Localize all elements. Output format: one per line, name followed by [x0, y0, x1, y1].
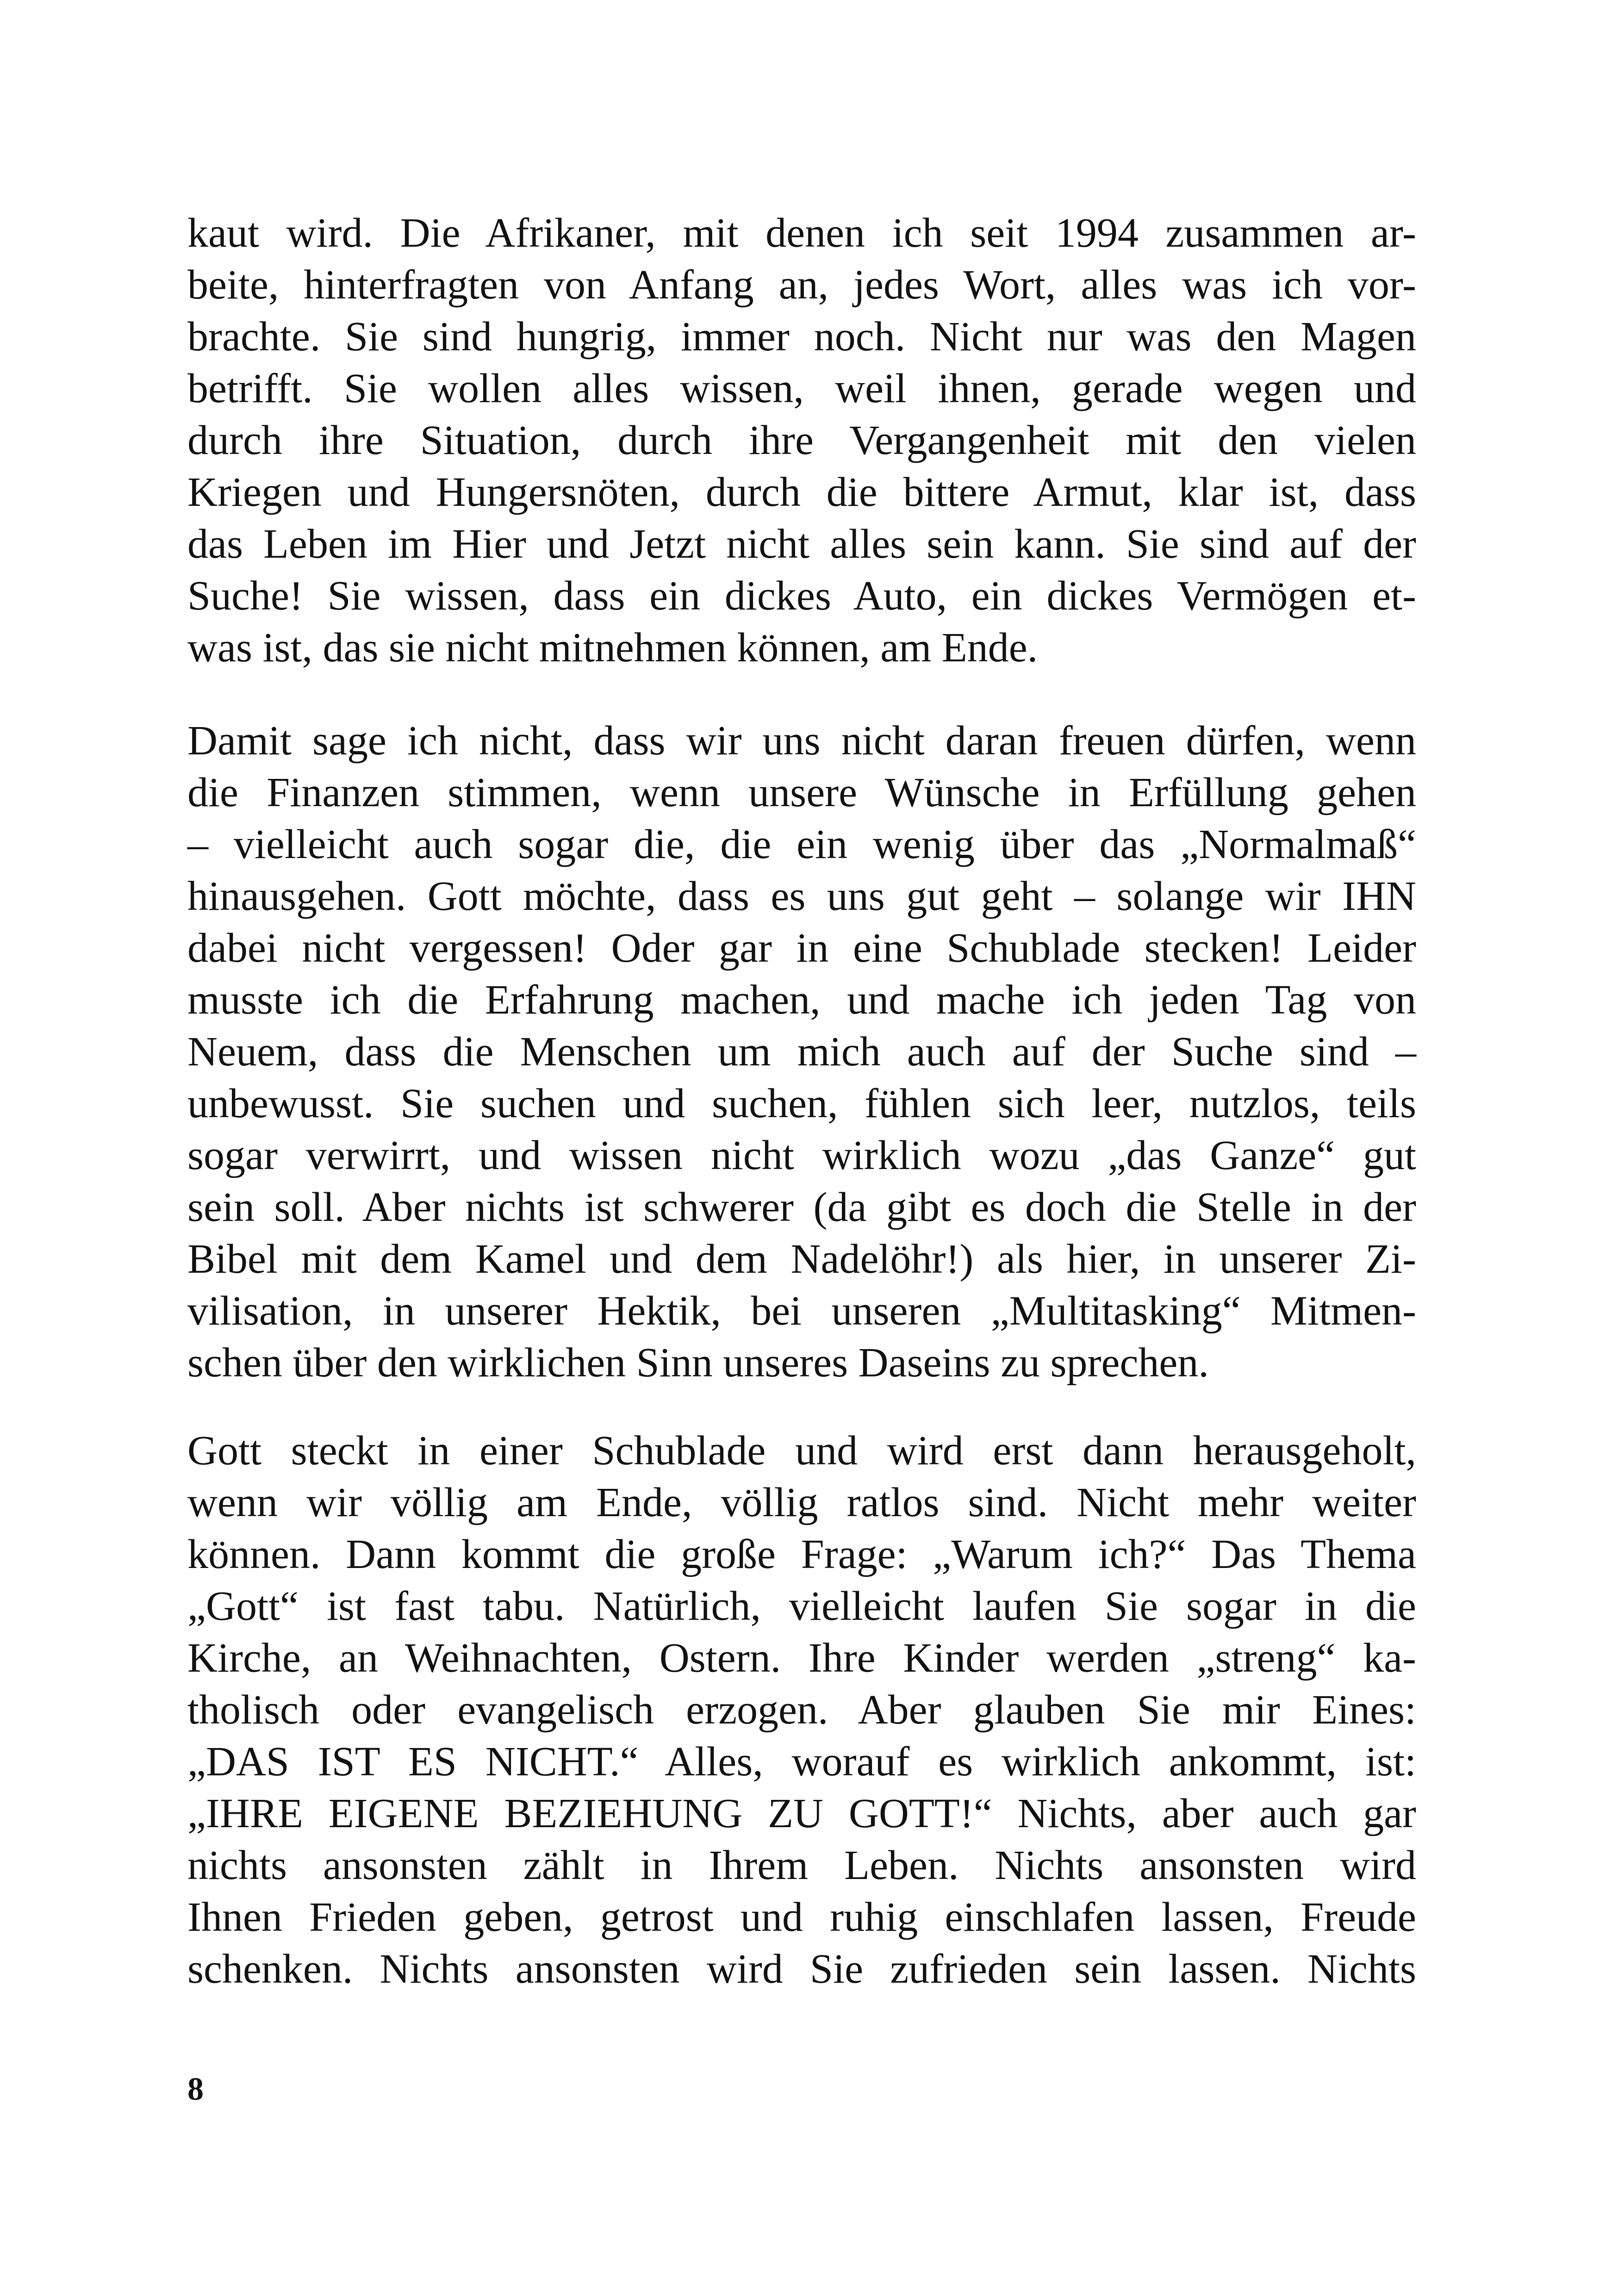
- text-line: beite, hinterfragten von Anfang an, jedes Wort, alles was ich vor-: [187, 262, 1416, 308]
- text-line: die Finanzen stimmen, wenn unsere Wünsche in Erfüllung gehen: [187, 770, 1416, 815]
- paragraph-1: [187, 207, 1416, 674]
- text-line: Ihnen Frieden geben, getrost und ruhig einschlafen lassen, Freude: [187, 1894, 1416, 1940]
- text-line: durch ihre Situation, durch ihre Vergangenheit mit den vielen: [187, 417, 1416, 463]
- text-line: nichts ansonsten zählt in Ihrem Leben. Nichts ansonsten wird: [187, 1842, 1416, 1888]
- text-line: Kriegen und Hungersnöten, durch die bittere Armut, klar ist, dass: [187, 469, 1416, 515]
- text-line: – vielleicht auch sogar die, die ein wenig über das „Normalmaß“: [187, 821, 1416, 867]
- text-line: sogar verwirrt, und wissen nicht wirklich wozu „das Ganze“ gut: [187, 1132, 1416, 1178]
- text-line: vilisation, in unserer Hektik, bei unseren „Multitasking“ Mitmen-: [187, 1288, 1416, 1334]
- text-line: wenn wir völlig am Ende, völlig ratlos sind. Nicht mehr weiter: [187, 1480, 1416, 1525]
- text-line: schenken. Nichts ansonsten wird Sie zufrieden sein lassen. Nichts: [187, 1946, 1416, 1992]
- text-line: schen über den wirklichen Sinn unseres Daseins zu sprechen.: [187, 1340, 1209, 1386]
- text-line: kaut wird. Die Afrikaner, mit denen ich seit 1994 zusammen ar-: [187, 210, 1416, 256]
- paragraph-2: [187, 715, 1416, 1389]
- text-line: tholisch oder evangelisch erzogen. Aber glauben Sie mir Eines:: [187, 1687, 1416, 1733]
- text-line: dabei nicht vergessen! Oder gar in eine Schublade stecken! Leider: [187, 925, 1416, 971]
- page-number: 8: [187, 2072, 204, 2107]
- text-line: das Leben im Hier und Jetzt nicht alles sein kann. Sie sind auf der: [187, 521, 1416, 567]
- text-line: brachte. Sie sind hungrig, immer noch. Nicht nur was den Magen: [187, 314, 1416, 360]
- text-line: Suche! Sie wissen, dass ein dickes Auto, ein dickes Vermögen et-: [187, 573, 1416, 619]
- text-line: Bibel mit dem Kamel und dem Nadelöhr!) als hier, in unserer Zi-: [187, 1236, 1416, 1282]
- text-line: Neuem, dass die Menschen um mich auch auf der Suche sind –: [187, 1029, 1416, 1075]
- text-line: unbewusst. Sie suchen und suchen, fühlen sich leer, nutzlos, teils: [187, 1081, 1416, 1126]
- text-line: können. Dann kommt die große Frage: „Warum ich?“ Das Thema: [187, 1531, 1416, 1577]
- text-line: Gott steckt in einer Schublade und wird erst dann herausgeholt,: [187, 1428, 1416, 1474]
- text-line: was ist, das sie nicht mitnehmen können, am Ende.: [187, 625, 1038, 671]
- text-line: musste ich die Erfahrung machen, und mache ich jeden Tag von: [187, 977, 1416, 1023]
- text-line: sein soll. Aber nichts ist schwerer (da gibt es doch die Stelle in der: [187, 1184, 1416, 1230]
- text-line: „IHRE EIGENE BEZIEHUNG ZU GOTT!“ Nichts, aber auch gar: [187, 1791, 1416, 1836]
- text-line: „Gott“ ist fast tabu. Natürlich, vielleicht laufen Sie sogar in die: [187, 1583, 1416, 1629]
- text-line: „DAS IST ES NICHT.“ Alles, worauf es wirklich ankommt, ist:: [187, 1739, 1416, 1785]
- text-line: hinausgehen. Gott möchte, dass es uns gut geht – solange wir IHN: [187, 873, 1416, 919]
- text-line: Damit sage ich nicht, dass wir uns nicht daran freuen dürfen, wenn: [187, 718, 1416, 764]
- text-line: Kirche, an Weihnachten, Ostern. Ihre Kinder werden „streng“ ka-: [187, 1635, 1416, 1681]
- paragraph-3: [187, 1425, 1416, 1995]
- text-line: betrifft. Sie wollen alles wissen, weil ihnen, gerade wegen und: [187, 366, 1416, 411]
